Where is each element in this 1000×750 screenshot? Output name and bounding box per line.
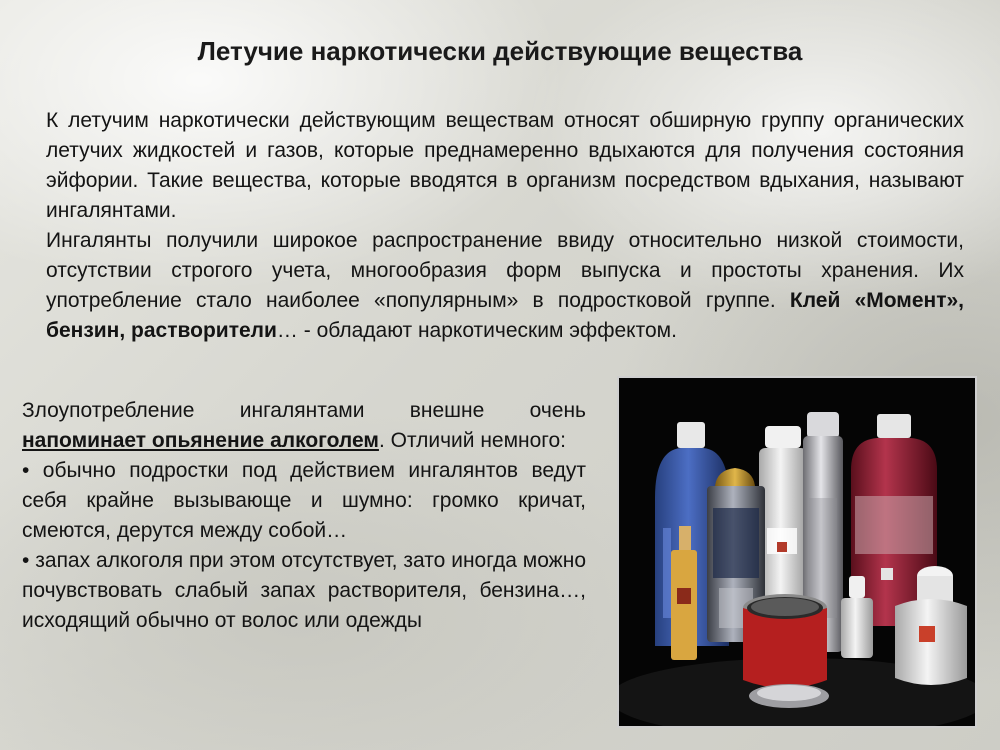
inhalants-photo	[617, 376, 977, 728]
intro-paragraph-2-end: … - обладают наркотическим эффектом.	[276, 319, 677, 342]
bottles-illustration	[619, 378, 975, 726]
bullet-behavior: • обычно подростки под действием ингалянтов ведут себя крайне вызывающе и шумно: громко кричат, смеются, дерутся между собой…	[22, 459, 586, 542]
intro-paragraph-2-bold: Клей «Момент», бензин, растворители	[46, 289, 964, 342]
differences-intro	[22, 396, 586, 456]
bullet-smell: • запах алкоголя при этом отсутствует, зато иногда можно почувствовать слабый запах растворителя, бензина…, исходящий обычно от волос или одежды	[22, 549, 586, 632]
differences-intro-bold: напоминает опьянение алкоголем	[22, 429, 379, 452]
intro-text	[46, 106, 964, 346]
intro-paragraph-2	[46, 226, 964, 346]
red-paint-can	[743, 594, 827, 688]
slide-title: Летучие наркотически действующие вещества	[197, 36, 803, 66]
intro-paragraph-2-start: Ингалянты получили широкое распространение ввиду относительно низкой стоимости, отсутствии строгого учета, многообразия форм выпуска и простоты хранения. Их употребление стало наиболее «популярным» в подростковой группе.	[46, 229, 964, 312]
differences-intro-start: Злоупотребление ингалянтами внешне очень	[22, 399, 586, 422]
intro-paragraph-1: К летучим наркотически действующим веществам относят обширную группу органических летучих жидкостей и газов, которые преднамеренно вдыхаются для получения состояния эйфории. Такие вещества, которые вводятся в организм посредством вдыхания, называют ингалянтами.	[46, 109, 964, 222]
can-lid	[749, 684, 829, 708]
differences-text	[22, 396, 586, 636]
differences-intro-end: . Отличий немного:	[378, 429, 567, 452]
